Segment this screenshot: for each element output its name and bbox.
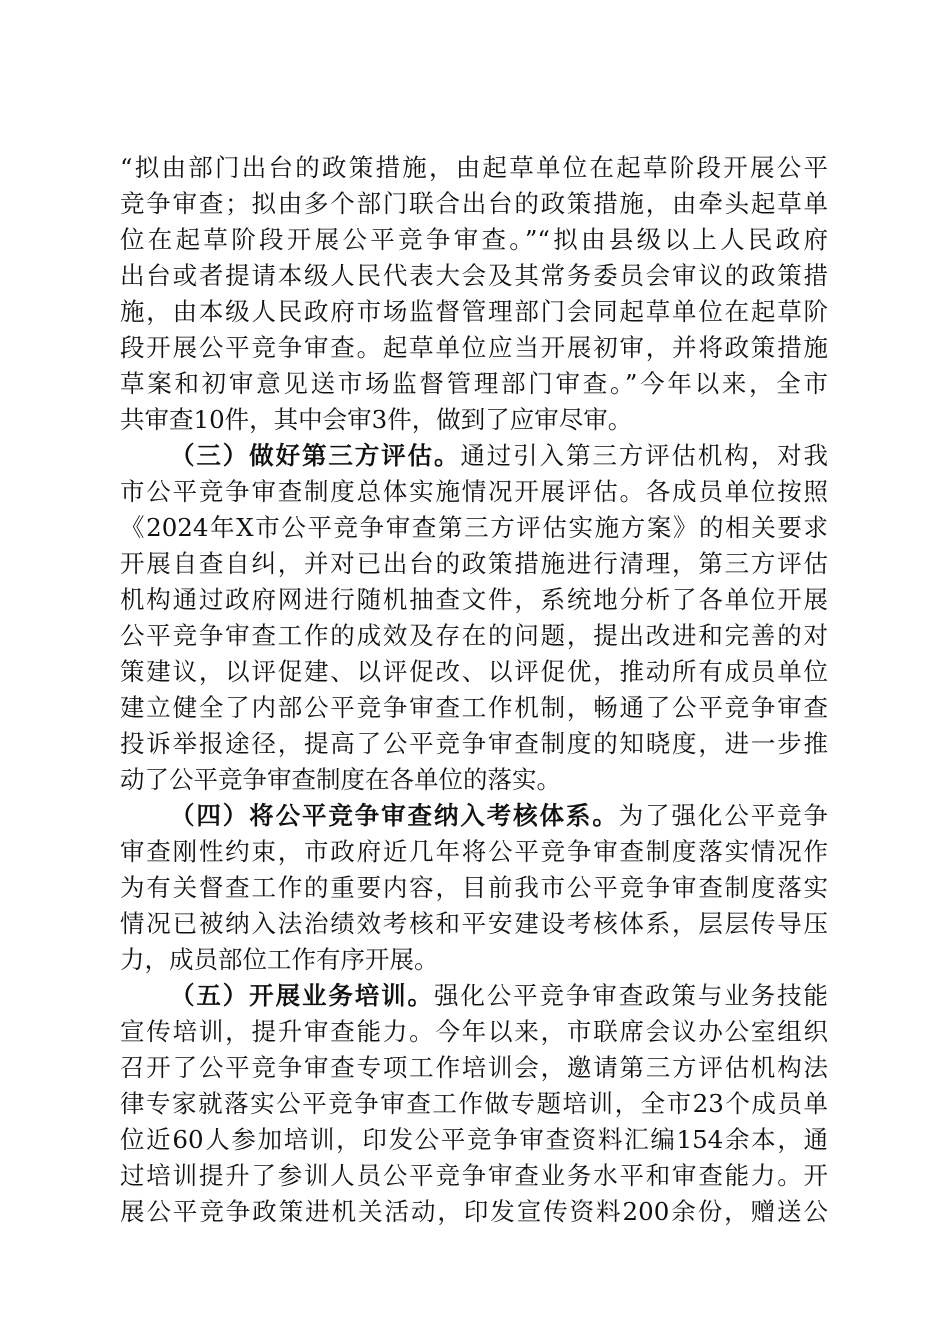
- text-line: [120, 798, 828, 834]
- text-span: 强化公平竞争审查政策与业务技能: [433, 981, 828, 1010]
- text-line: 竞争审查；拟由多个部门联合出台的政策措施，由牵头起草单: [120, 189, 828, 218]
- text-line: 《2024年X市公平竞争审查第三方评估实施方案》的相关要求: [120, 513, 828, 542]
- text-line: 力，成员部位工作有序开展。: [120, 945, 439, 974]
- text-line: 建立健全了内部公平竞争审查工作机制，畅通了公平竞争审查: [120, 693, 828, 722]
- document-body: [120, 150, 828, 1230]
- text-line: 公平竞争审查工作的成效及存在的问题，提出改进和完善的对: [120, 621, 828, 650]
- text-line: 位在起草阶段开展公平竞争审查。”“拟由县级以上人民政府: [120, 225, 828, 254]
- text-line: 共审查10件，其中会审3件，做到了应审尽审。: [120, 405, 633, 434]
- text-line: 位近60人参加培训，印发公平竞争审查资料汇编154余本，通: [120, 1125, 828, 1154]
- text-line: 动了公平竞争审查制度在各单位的落实。: [120, 765, 561, 794]
- text-span: 为了强化公平竞争: [618, 801, 828, 830]
- text-line: 为有关督查工作的重要内容，目前我市公平竞争审查制度落实: [120, 873, 828, 902]
- text-span: 通过引入第三方评估机构，对我: [460, 441, 828, 470]
- text-line: 宣传培训，提升审查能力。今年以来，市联席会议办公室组织: [120, 1017, 828, 1046]
- paragraph-1: [120, 150, 828, 438]
- text-line: 审查刚性约束，市政府近几年将公平竞争审查制度落实情况作: [120, 837, 828, 866]
- text-line: 召开了公平竞争审查专项工作培训会，邀请第三方评估机构法: [120, 1053, 828, 1082]
- text-line: 段开展公平竞争审查。起草单位应当开展初审，并将政策措施: [120, 333, 828, 362]
- text-line: 投诉举报途径，提高了公平竞争审查制度的知晓度，进一步推: [120, 729, 828, 758]
- paragraph-2: [120, 438, 828, 798]
- text-line: 过培训提升了参训人员公平竞争审查业务水平和审查能力。开: [120, 1161, 828, 1190]
- text-line: 展公平竞争政策进机关活动，印发宣传资料200余份，赠送公: [120, 1197, 828, 1226]
- paragraph-4: [120, 978, 828, 1230]
- text-line: 策建议，以评促建、以评促改、以评促优，推动所有成员单位: [120, 657, 828, 686]
- text-line: 市公平竞争审查制度总体实施情况开展评估。各成员单位按照: [120, 477, 828, 506]
- text-line: 情况已被纳入法治绩效考核和平安建设考核体系，层层传导压: [120, 909, 828, 938]
- section-heading-3: （三）做好第三方评估。: [170, 441, 461, 470]
- text-line: 施，由本级人民政府市场监督管理部门会同起草单位在起草阶: [120, 297, 828, 326]
- text-line: 律专家就落实公平竞争审查工作做专题培训，全市23个成员单: [120, 1089, 828, 1118]
- text-line: 机构通过政府网进行随机抽查文件，系统地分析了各单位开展: [120, 585, 828, 614]
- text-line: [120, 438, 828, 474]
- paragraph-3: [120, 798, 828, 978]
- section-heading-5: （五）开展业务培训。: [170, 981, 434, 1010]
- text-line: 草案和初审意见送市场监督管理部门审查。”今年以来，全市: [120, 369, 828, 398]
- text-line: 出台或者提请本级人民代表大会及其常务委员会审议的政策措: [120, 261, 828, 290]
- text-line: “拟由部门出台的政策措施，由起草单位在起草阶段开展公平: [120, 153, 828, 182]
- text-line: 开展自查自纠，并对已出台的政策措施进行清理，第三方评估: [120, 549, 828, 578]
- section-heading-4: （四）将公平竞争审查纳入考核体系。: [170, 801, 619, 830]
- text-line: [120, 978, 828, 1014]
